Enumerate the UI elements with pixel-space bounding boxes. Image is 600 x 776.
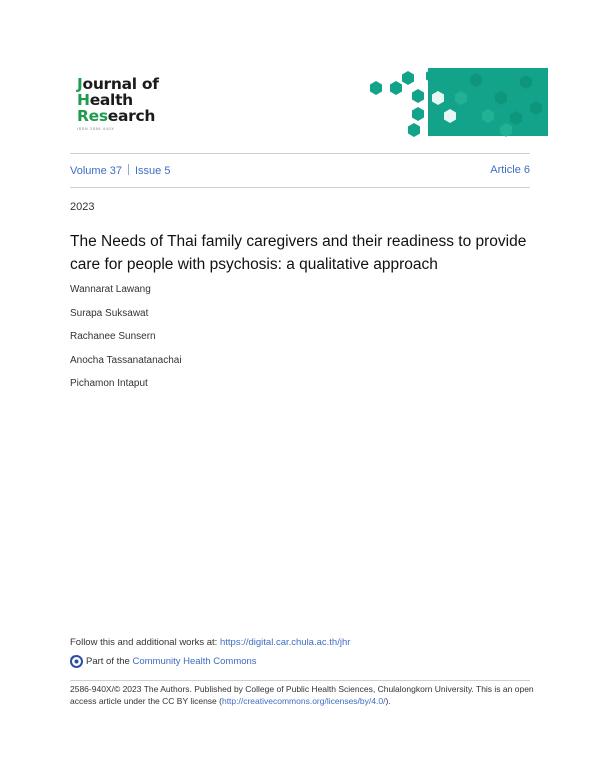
- logo-line3-green: Res: [77, 107, 108, 125]
- part-of-line: [70, 655, 257, 668]
- article-link[interactable]: Article 6: [490, 164, 530, 176]
- community-health-commons-link[interactable]: Community Health Commons: [132, 656, 257, 667]
- logo-line3-rest: earch: [107, 107, 156, 125]
- author-list: [70, 284, 182, 402]
- author-name: Surapa Suksawat: [70, 307, 149, 319]
- author-name: Rachanee Sunsern: [70, 331, 156, 342]
- author-name: Wannarat Lawang: [70, 284, 151, 295]
- logo-line2-rest: ealth: [89, 91, 133, 109]
- issue-link[interactable]: Issue 5: [134, 165, 171, 177]
- logo-subtitle: ISSN 2586-940X: [77, 127, 115, 131]
- logo-line1-rest: ournal of: [82, 75, 159, 93]
- issue-separator: [128, 164, 129, 175]
- license-notice: [70, 684, 535, 707]
- license-text: 2586-940X/© 2023 The Authors. Published by College of Public Health Sciences, Chulalongkorn University. This is an open access article under the CC BY license (: [70, 684, 534, 706]
- publication-year: 2023: [70, 201, 95, 213]
- footer-divider: [70, 680, 530, 681]
- issue-divider: [70, 187, 530, 188]
- follow-line: [70, 637, 350, 648]
- author-name: Pichamon Intaput: [70, 378, 148, 389]
- author-name: Anocha Tassanatanachai: [70, 354, 182, 366]
- volume-link[interactable]: Volume 37: [70, 165, 122, 177]
- hexagon-pattern-graphic: [366, 68, 548, 138]
- article-title: The Needs of Thai family caregivers and their readiness to provide care for people with psychosis: a qualitative approach: [70, 233, 527, 273]
- logo-line2-first: H: [77, 91, 90, 109]
- journal-logo: [77, 76, 159, 131]
- license-end: ).: [385, 695, 391, 706]
- logo-line1-first: J: [77, 75, 83, 93]
- part-of-text: Part of the: [86, 656, 130, 667]
- cc-license-link[interactable]: http://creativecommons.org/licenses/by/4.0/: [221, 695, 386, 706]
- top-divider: [70, 153, 530, 154]
- follow-text: Follow this and additional works at:: [70, 637, 220, 648]
- open-access-icon: [70, 655, 83, 668]
- repository-link[interactable]: https://digital.car.chula.ac.th/jhr: [219, 637, 351, 648]
- issue-info: [70, 164, 170, 177]
